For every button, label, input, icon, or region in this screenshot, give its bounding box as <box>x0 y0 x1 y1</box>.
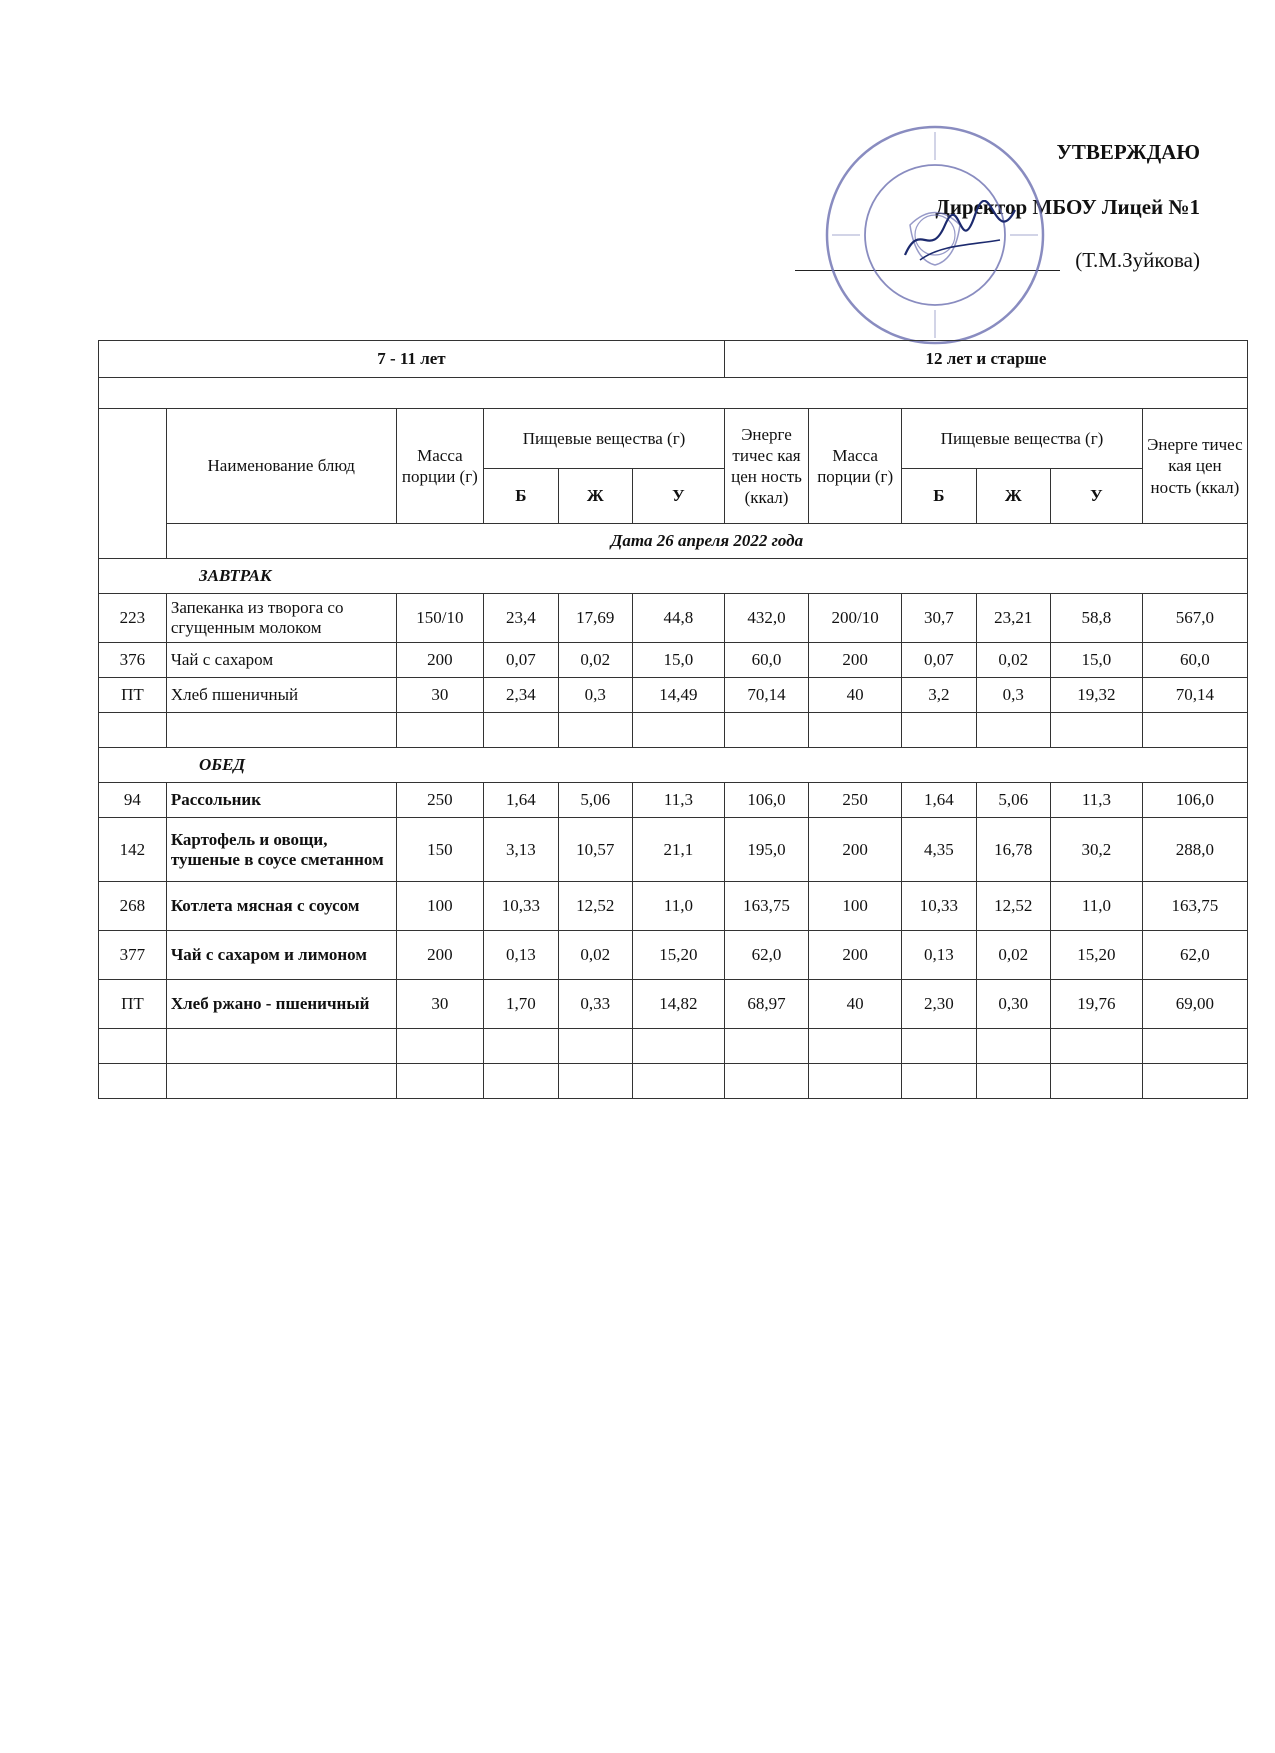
fat-header-2: Ж <box>976 469 1050 524</box>
approval-title: УТВЕРЖДАЮ <box>1056 140 1200 164</box>
fat-1: 17,69 <box>558 594 632 643</box>
mass-1: 250 <box>396 783 484 818</box>
protein-2: 3,2 <box>902 678 976 713</box>
energy-2: 163,75 <box>1142 882 1247 931</box>
lunch-title: ОБЕД <box>99 748 1248 783</box>
dish-code: 223 <box>99 594 167 643</box>
energy-2: 60,0 <box>1142 643 1247 678</box>
blank-row <box>99 378 1248 409</box>
energy-2: 567,0 <box>1142 594 1247 643</box>
fat-2: 0,02 <box>976 931 1050 980</box>
signature-icon <box>900 200 1020 270</box>
dish-name: Чай с сахаром и лимоном <box>166 931 396 980</box>
protein-1: 2,34 <box>484 678 558 713</box>
fat-2: 12,52 <box>976 882 1050 931</box>
mass-1: 30 <box>396 980 484 1029</box>
energy-1: 106,0 <box>724 783 808 818</box>
approval-position: Директор МБОУ Лицей №1 <box>935 195 1200 219</box>
carbs-1: 14,82 <box>632 980 724 1029</box>
empty-row <box>99 1064 1248 1099</box>
energy-2: 62,0 <box>1142 931 1247 980</box>
energy-2: 106,0 <box>1142 783 1247 818</box>
fat-1: 0,3 <box>558 678 632 713</box>
carbs-1: 44,8 <box>632 594 724 643</box>
energy-1: 62,0 <box>724 931 808 980</box>
protein-2: 0,07 <box>902 643 976 678</box>
dish-name: Чай с сахаром <box>166 643 396 678</box>
energy-1: 163,75 <box>724 882 808 931</box>
mass-2: 40 <box>809 678 902 713</box>
mass-1: 200 <box>396 931 484 980</box>
carbs-1: 11,3 <box>632 783 724 818</box>
fat-1: 0,33 <box>558 980 632 1029</box>
carbs-1: 11,0 <box>632 882 724 931</box>
protein-1: 23,4 <box>484 594 558 643</box>
fat-1: 0,02 <box>558 643 632 678</box>
dish-code: 142 <box>99 818 167 882</box>
mass-2: 250 <box>809 783 902 818</box>
mass-2: 200 <box>809 818 902 882</box>
energy-1: 70,14 <box>724 678 808 713</box>
carbs-2: 15,0 <box>1050 643 1142 678</box>
energy-1: 68,97 <box>724 980 808 1029</box>
breakfast-rows <box>99 594 1248 748</box>
dish-code: ПТ <box>99 678 167 713</box>
carbs-1: 15,0 <box>632 643 724 678</box>
protein-2: 1,64 <box>902 783 976 818</box>
mass-2: 200/10 <box>809 594 902 643</box>
fat-1: 0,02 <box>558 931 632 980</box>
protein-1: 3,13 <box>484 818 558 882</box>
dish-code: 268 <box>99 882 167 931</box>
dish-code: 377 <box>99 931 167 980</box>
protein-2: 4,35 <box>902 818 976 882</box>
protein-1: 1,64 <box>484 783 558 818</box>
mass-header-1: Масса порции (г) <box>396 409 484 524</box>
carbs-2: 11,0 <box>1050 882 1142 931</box>
dish-name: Картофель и овощи, тушеные в соусе сметанном <box>166 818 396 882</box>
fat-1: 12,52 <box>558 882 632 931</box>
dish-name: Котлета мясная с соусом <box>166 882 396 931</box>
carbs-2: 15,20 <box>1050 931 1142 980</box>
carbs-2: 19,32 <box>1050 678 1142 713</box>
dish-name: Хлеб ржано - пшеничный <box>166 980 396 1029</box>
carbs-2: 11,3 <box>1050 783 1142 818</box>
nutrients-header-1: Пищевые вещества (г) <box>484 409 725 469</box>
protein-1: 1,70 <box>484 980 558 1029</box>
energy-2: 288,0 <box>1142 818 1247 882</box>
protein-1: 10,33 <box>484 882 558 931</box>
energy-2: 70,14 <box>1142 678 1247 713</box>
mass-1: 30 <box>396 678 484 713</box>
energy-2: 69,00 <box>1142 980 1247 1029</box>
mass-1: 200 <box>396 643 484 678</box>
energy-1: 432,0 <box>724 594 808 643</box>
nutrients-header-2: Пищевые вещества (г) <box>902 409 1143 469</box>
protein-2: 10,33 <box>902 882 976 931</box>
empty-row <box>99 713 1248 748</box>
mass-1: 150/10 <box>396 594 484 643</box>
breakfast-title: ЗАВТРАК <box>99 559 1248 594</box>
mass-header-2: Масса порции (г) <box>809 409 902 524</box>
empty-row <box>99 1029 1248 1064</box>
carbs-1: 14,49 <box>632 678 724 713</box>
mass-2: 200 <box>809 643 902 678</box>
energy-1: 60,0 <box>724 643 808 678</box>
carbs-header-1: У <box>632 469 724 524</box>
mass-1: 100 <box>396 882 484 931</box>
carbs-2: 58,8 <box>1050 594 1142 643</box>
energy-1: 195,0 <box>724 818 808 882</box>
carbs-2: 19,76 <box>1050 980 1142 1029</box>
protein-1: 0,13 <box>484 931 558 980</box>
dish-name: Запеканка из творога со сгущенным молоком <box>166 594 396 643</box>
fat-1: 5,06 <box>558 783 632 818</box>
fat-2: 0,30 <box>976 980 1050 1029</box>
mass-2: 100 <box>809 882 902 931</box>
code-header-cell <box>99 409 167 559</box>
fat-header-1: Ж <box>558 469 632 524</box>
energy-header-2: Энерге тичес кая цен ность (ккал) <box>1142 409 1247 524</box>
mass-2: 40 <box>809 980 902 1029</box>
carbs-header-2: У <box>1050 469 1142 524</box>
protein-2: 30,7 <box>902 594 976 643</box>
protein-2: 2,30 <box>902 980 976 1029</box>
age-group-7-11: 7 - 11 лет <box>99 341 725 378</box>
age-group-12-plus: 12 лет и старше <box>724 341 1247 378</box>
energy-header-1: Энерге тичес кая цен ность (ккал) <box>724 409 808 524</box>
fat-2: 5,06 <box>976 783 1050 818</box>
lunch-rows <box>99 783 1248 1099</box>
mass-2: 200 <box>809 931 902 980</box>
fat-2: 16,78 <box>976 818 1050 882</box>
dish-code: ПТ <box>99 980 167 1029</box>
protein-2: 0,13 <box>902 931 976 980</box>
dish-name: Хлеб пшеничный <box>166 678 396 713</box>
carbs-1: 21,1 <box>632 818 724 882</box>
protein-1: 0,07 <box>484 643 558 678</box>
dish-name-header: Наименование блюд <box>166 409 396 524</box>
fat-1: 10,57 <box>558 818 632 882</box>
menu-table <box>98 340 1248 1099</box>
protein-header-2: Б <box>902 469 976 524</box>
carbs-2: 30,2 <box>1050 818 1142 882</box>
fat-2: 0,02 <box>976 643 1050 678</box>
dish-code: 94 <box>99 783 167 818</box>
dish-code: 376 <box>99 643 167 678</box>
carbs-1: 15,20 <box>632 931 724 980</box>
approval-name: (Т.М.Зуйкова) <box>1075 248 1200 272</box>
fat-2: 23,21 <box>976 594 1050 643</box>
fat-2: 0,3 <box>976 678 1050 713</box>
menu-date: Дата 26 апреля 2022 года <box>166 524 1247 559</box>
dish-name: Рассольник <box>166 783 396 818</box>
protein-header-1: Б <box>484 469 558 524</box>
mass-1: 150 <box>396 818 484 882</box>
